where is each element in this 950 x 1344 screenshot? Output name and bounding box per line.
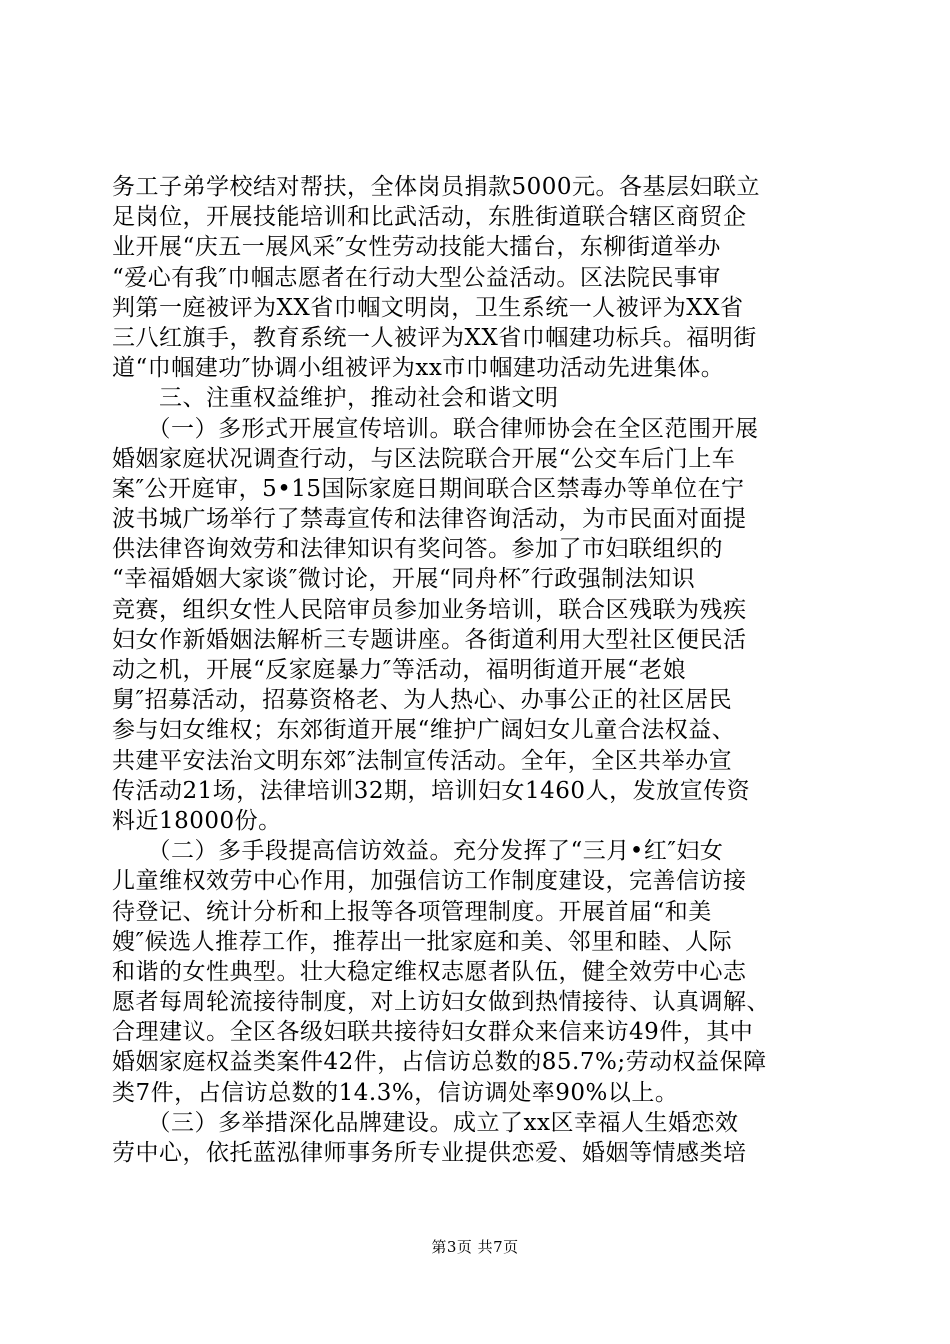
text-line: 判第一庭被评为XX省巾帼文明岗，卫生系统一人被评为XX省 xyxy=(112,294,744,321)
text-line: 波书城广场举行了禁毒宣传和法律咨询活动，为市民面对面提 xyxy=(112,506,747,533)
text-line: 妇女作新婚姻法解析三专题讲座。各街道利用大型社区便民活 xyxy=(112,626,747,653)
text-line: 劳中心，依托蓝泓律师事务所专业提供恋爱、婚姻等情感类培 xyxy=(112,1140,747,1166)
document-body xyxy=(112,172,842,1168)
text-line: 料近18000份。 xyxy=(112,807,282,834)
text-line: 竞赛，组织女性人民陪审员参加业务培训，联合区残联为残疾 xyxy=(112,596,747,623)
text-line: 儿童维权效劳中心作用，加强信访工作制度建设，完善信访接 xyxy=(112,868,747,895)
text-line: 共建平安法治文明东郊″法制宣传活动。全年，全区共举办宣 xyxy=(112,747,733,774)
text-line: 待登记、统计分析和上报等各项管理制度。开展首届“和美 xyxy=(112,898,712,925)
text-line: （三）多举措深化品牌建设。成立了xx区幸福人生婚恋效 xyxy=(112,1109,739,1136)
text-line: 供法律咨询效劳和法律知识有奖问答。参加了市妇联组织的 xyxy=(112,536,723,563)
text-line: 和谐的女性典型。壮大稳定维权志愿者队伍，健全效劳中心志 xyxy=(112,958,747,985)
page-footer: 第3页 共7页 xyxy=(431,1238,519,1256)
text-line: 婚姻家庭状况调查行动，与区法院联合开展“公交车后门上车 xyxy=(112,445,736,472)
text-line: 务工子弟学校结对帮扶，全体岗员捐款5000元。各基层妇联立 xyxy=(112,174,761,200)
text-line: 婚姻家庭权益类案件42件，占信访总数的85.7%;劳动权益保障 xyxy=(112,1049,767,1076)
text-line: （一）多形式开展宣传培训。联合律师协会在全区范围开展 xyxy=(112,415,759,442)
text-line: 案″公开庭审，5•15国际家庭日期间联合区禁毒办等单位在宁 xyxy=(112,475,745,502)
text-line: 动之机，开展“反家庭暴力″等活动，福明街道开展“老娘 xyxy=(112,657,687,683)
text-line: 三八红旗手，教育系统一人被评为XX省巾帼建功标兵。福明街 xyxy=(112,324,757,351)
text-line: 合理建议。全区各级妇联共接待妇女群众来信来访49件，其中 xyxy=(112,1019,754,1046)
text-line: “爱心有我″巾帼志愿者在行动大型公益活动。区法院民事审 xyxy=(112,264,721,291)
text-line: 类7件，占信访总数的14.3%，信访调处率90%以上。 xyxy=(112,1079,679,1106)
text-line: 嫂″候选人推荐工作，推荐出一批家庭和美、邻里和睦、人际 xyxy=(112,928,733,955)
text-line: 道“巾帼建功″协调小组被评为xx市巾帼建功活动先进集体。 xyxy=(112,355,725,382)
text-line: “幸福婚姻大家谈″微讨论，开展“同舟杯″行政强制法知识 xyxy=(112,566,696,593)
text-line: （二）多手段提高信访效益。充分发挥了“三月•红″妇女 xyxy=(112,838,724,865)
text-line: 三、注重权益维护，推动社会和谐文明 xyxy=(112,385,559,412)
text-line: 足岗位，开展技能培训和比武活动，东胜街道联合辖区商贸企 xyxy=(112,204,747,231)
text-line: 传活动21场，法律培训32期，培训妇女1460人，发放宣传资 xyxy=(112,777,751,804)
text-line: 舅″招募活动，招募资格老、为人热心、办事公正的社区居民 xyxy=(112,687,733,714)
text-line: 业开展“庆五一展风采″女性劳动技能大擂台，东柳街道举办 xyxy=(112,234,721,261)
text-line: 愿者每周轮流接待制度，对上访妇女做到热情接待、认真调解、 xyxy=(112,989,770,1016)
text-line: 参与妇女维权；东郊街道开展“维护广阔妇女儿童合法权益、 xyxy=(112,717,736,744)
